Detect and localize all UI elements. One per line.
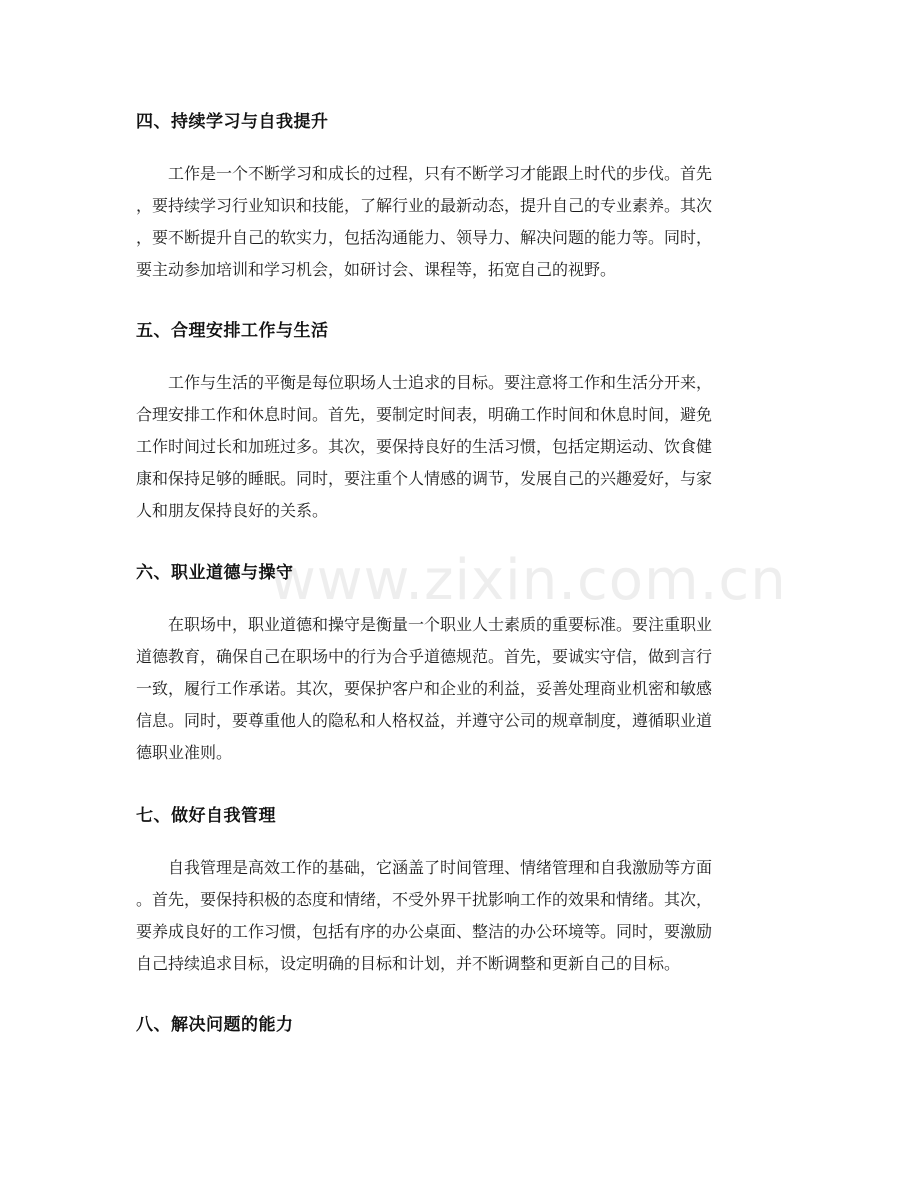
section-paragraph	[136, 609, 786, 769]
paragraph-line: 合理安排工作和休息时间。首先，要制定时间表，明确工作时间和休息时间，避免	[136, 405, 713, 424]
paragraph-line: 工作与生活的平衡是每位职场人士追求的目标。要注意将工作和生活分开来，	[168, 373, 713, 392]
section-heading: 五、合理安排工作与生活	[136, 321, 329, 341]
section-heading: 八、解决问题的能力	[136, 1015, 294, 1035]
section-professional-ethics	[136, 561, 786, 769]
paragraph-line: 自己持续追求目标，设定明确的目标和计划，并不断调整和更新自己的目标。	[136, 954, 681, 973]
section-heading: 四、持续学习与自我提升	[136, 112, 329, 132]
section-work-life-balance	[136, 319, 786, 527]
paragraph-line: 一致，履行工作承诺。其次，要保护客户和企业的利益，妥善处理商业机密和敏感	[136, 679, 713, 698]
paragraph-line: 人和朋友保持良好的关系。	[136, 501, 329, 520]
paragraph-line: 道德教育，确保自己在职场中的行为合乎道德规范。首先，要诚实守信，做到言行	[136, 647, 713, 666]
section-paragraph	[136, 158, 786, 286]
paragraph-line: 工作是一个不断学习和成长的过程，只有不断学习才能跟上时代的步伐。首先	[168, 164, 713, 183]
section-self-management	[136, 804, 786, 980]
paragraph-line: 。首先，要保持积极的态度和情绪，不受外界干扰影响工作的效果和情绪。其次，	[136, 890, 713, 909]
paragraph-line: 要主动参加培训和学习机会，如研讨会、课程等，拓宽自己的视野。	[136, 260, 617, 279]
paragraph-line: 德职业准则。	[136, 743, 233, 762]
paragraph-line: 在职场中，职业道德和操守是衡量一个职业人士素质的重要标准。要注重职业	[168, 615, 713, 634]
paragraph-line: 信息。同时，要尊重他人的隐私和人格权益，并遵守公司的规章制度，遵循职业道	[136, 711, 713, 730]
paragraph-line: ，要不断提升自己的软实力，包括沟通能力、领导力、解决问题的能力等。同时，	[136, 228, 713, 247]
section-problem-solving	[136, 1013, 786, 1037]
paragraph-line: 自我管理是高效工作的基础，它涵盖了时间管理、情绪管理和自我激励等方面	[168, 858, 713, 877]
watermark: www.zixin.com.cn	[270, 548, 787, 613]
section-heading: 六、职业道德与操守	[136, 563, 294, 583]
section-paragraph	[136, 367, 786, 527]
section-continuous-learning	[136, 110, 786, 286]
paragraph-line: 工作时间过长和加班过多。其次，要保持良好的生活习惯，包括定期运动、饮食健	[136, 437, 713, 456]
paragraph-line: 要养成良好的工作习惯，包括有序的办公桌面、整洁的办公环境等。同时，要激励	[136, 922, 713, 941]
section-heading: 七、做好自我管理	[136, 806, 276, 826]
paragraph-line: 康和保持足够的睡眠。同时，要注重个人情感的调节，发展自己的兴趣爱好，与家	[136, 469, 713, 488]
section-paragraph	[136, 852, 786, 980]
paragraph-line: ，要持续学习行业知识和技能，了解行业的最新动态，提升自己的专业素养。其次	[136, 196, 713, 215]
